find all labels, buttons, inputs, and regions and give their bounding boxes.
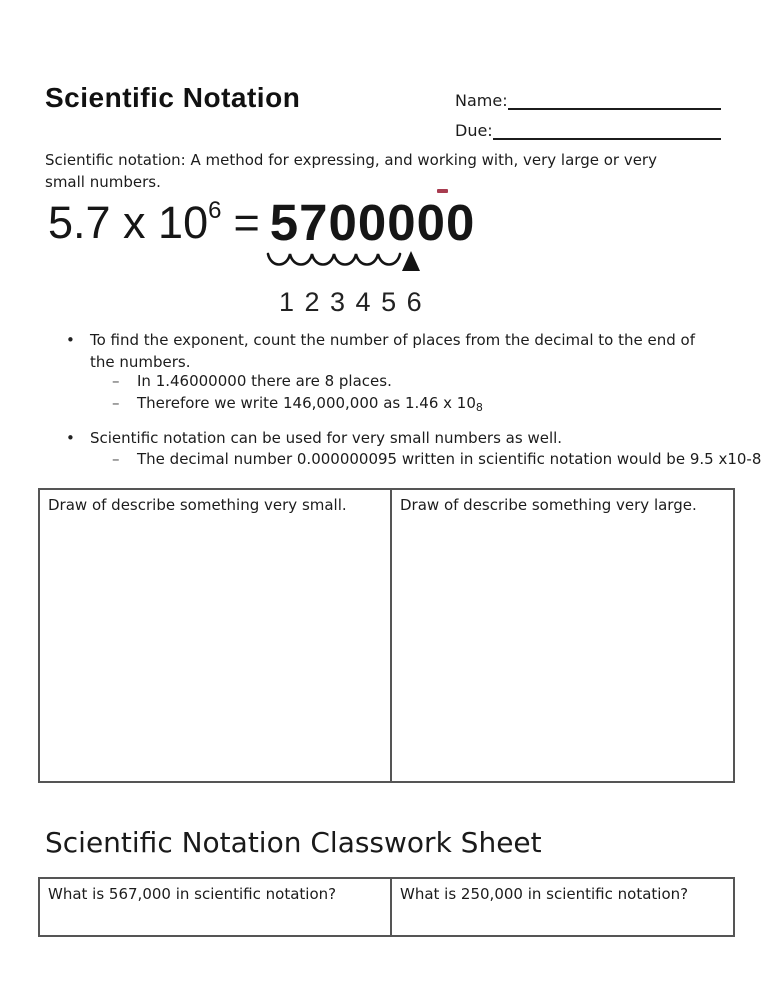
due-field-row <box>455 118 721 140</box>
bullet-1-subitem-2 <box>112 393 737 418</box>
equation-expanded-number: 5700000 <box>269 194 476 251</box>
equation-factor: 5.7 x 10 <box>48 197 209 248</box>
bullet-icon: • <box>66 331 75 349</box>
dash-icon: – <box>112 450 120 468</box>
draw-large-cell <box>392 490 733 781</box>
equals-sign: = <box>233 197 260 248</box>
due-blank-line <box>493 121 721 140</box>
draw-describe-table <box>38 488 735 783</box>
draw-large-prompt: Draw of describe something very large. <box>400 496 697 514</box>
subscript-exponent: 8 <box>475 401 483 414</box>
name-blank-line <box>508 91 721 110</box>
due-label: Due: <box>455 121 493 140</box>
example-equation <box>48 194 475 252</box>
dash-icon: – <box>112 394 120 412</box>
bullet-1-subitem-1 <box>112 371 737 392</box>
digit-count-arcs-icon <box>265 248 425 276</box>
draw-small-prompt: Draw of describe something very small. <box>48 496 347 514</box>
equation-exponent: 6 <box>208 197 222 224</box>
subitem-text: Therefore we write 146,000,000 as 1.46 x 10 <box>137 394 476 412</box>
name-field-row <box>455 88 721 110</box>
bullet-icon: • <box>66 429 75 447</box>
bullet-1-text: To find the exponent, count the number of places from the decimal to the end of the numbers. <box>90 331 695 371</box>
classwork-question-1-cell <box>40 879 392 935</box>
classwork-heading: Scientific Notation Classwork Sheet <box>45 826 542 859</box>
classwork-question-2-cell <box>392 879 733 935</box>
draw-small-cell <box>40 490 392 781</box>
dash-icon: – <box>112 372 120 390</box>
intro-definition: Scientific notation: A method for expressing, and working with, very large or very small numbers. <box>45 151 657 191</box>
up-arrow-icon <box>402 251 420 271</box>
bullet-2-text: Scientific notation can be used for very small numbers as well. <box>90 429 563 447</box>
page-title: Scientific Notation <box>45 82 301 113</box>
name-label: Name: <box>455 91 508 110</box>
subitem-text: The decimal number 0.000000095 written in scientific notation would be 9.5 x10-8 <box>137 450 762 468</box>
red-dash-mark <box>437 189 448 193</box>
bullet-2-subitem-1 <box>112 449 768 470</box>
classwork-question-1: What is 567,000 in scientific notation? <box>48 885 337 903</box>
subitem-text: In 1.46000000 there are 8 places. <box>137 372 392 390</box>
classwork-question-2: What is 250,000 in scientific notation? <box>400 885 689 903</box>
digit-count-labels: 1 2 3 4 5 6 <box>279 287 423 317</box>
classwork-table <box>38 877 735 937</box>
